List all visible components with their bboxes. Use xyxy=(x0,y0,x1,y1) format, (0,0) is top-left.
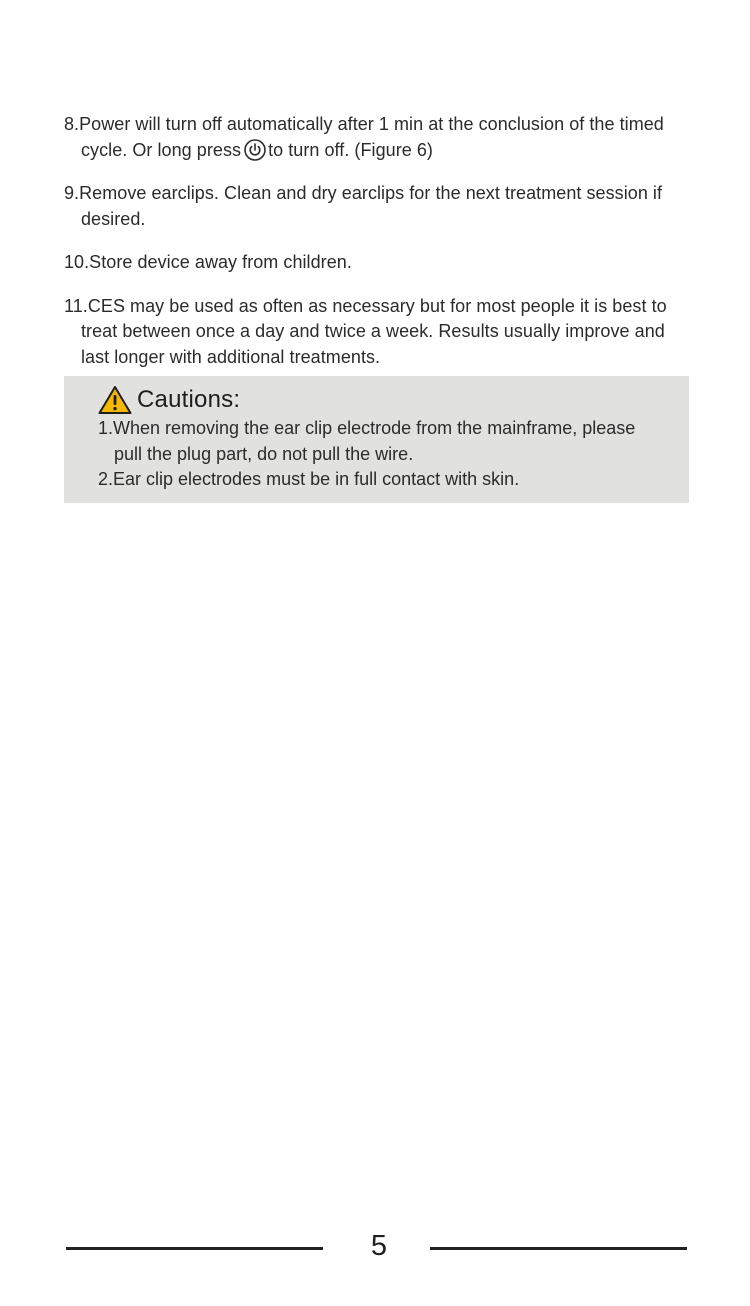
caution-item-1: 1.When removing the ear clip electrode from the mainframe, please pull the plug part, do not pull the wire. xyxy=(98,418,636,464)
cautions-header xyxy=(98,384,240,416)
footer-rule-right xyxy=(430,1247,687,1250)
instruction-steps xyxy=(64,94,690,387)
step-10: 10.Store device away from children. xyxy=(64,252,352,272)
power-icon xyxy=(244,139,266,161)
step-11: 11.CES may be used as often as necessary but for most people it is best to treat between once a day and twice a week. Results usually improve and last longer with additional treatments. xyxy=(64,295,667,367)
cautions-box xyxy=(64,376,689,503)
step-9: 9.Remove earclips. Clean and dry earclips for the next treatment session if desired. xyxy=(64,183,663,229)
page-number: 5 xyxy=(370,1230,388,1262)
step-8-text-end: to turn off. (Figure 6) xyxy=(268,139,433,160)
footer-rule-left xyxy=(66,1247,323,1250)
warning-triangle-icon xyxy=(98,385,132,415)
step-8-text: 8.Power will turn off automatically after 1 min at the conclusion of the timed cycle. Or long press xyxy=(64,114,664,160)
caution-item-2: 2.Ear clip electrodes must be in full contact with skin. xyxy=(98,469,520,489)
cautions-title: Cautions: xyxy=(137,386,241,413)
cautions-list xyxy=(98,416,668,493)
step-8 xyxy=(64,112,690,163)
